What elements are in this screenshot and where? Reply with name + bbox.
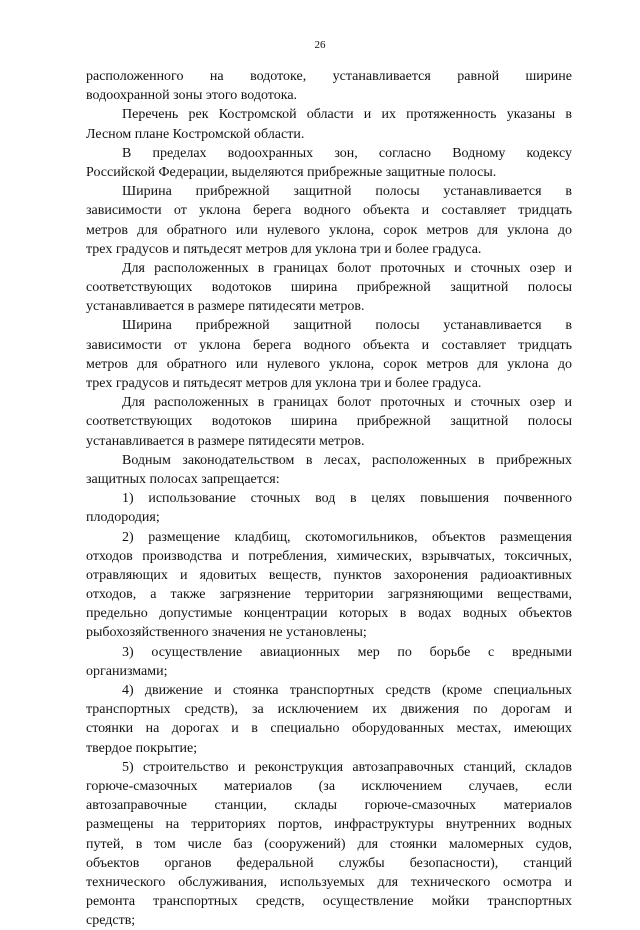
text-line: Перечень рек Костромской области и их протяженность указаны в (122, 107, 572, 123)
page-number: 26 (314, 39, 326, 51)
text-line: стоянки на дорогах и в специально оборудованных местах, имеющих (86, 721, 572, 737)
text-line: отравляющих и ядовитых веществ, пунктов захоронения радиоактивных (86, 567, 572, 583)
list-item-2: 2) размещение кладбищ, скотомогильников, объектов размещения (122, 529, 572, 545)
text-line: отходов, а также загрязнение территории загрязняющими веществами, (86, 587, 572, 603)
text-line: предельно допустимые концентрации которых в водах водных объектов (86, 606, 572, 622)
text-line: твердое покрытие; (86, 740, 198, 756)
text-line: водоохранной зоны этого водотока. (86, 88, 298, 104)
text-line: горюче-смазочных материалов (за исключением случаев, если (86, 778, 572, 794)
text-line: транспортных средств), за исключением их движения по дорогам и (86, 702, 572, 718)
document-body (86, 67, 572, 930)
text-line: защитных полосах запрещается: (86, 471, 280, 487)
text-line: расположенного на водотоке, устанавливается равной ширине (86, 69, 572, 84)
text-line: отходов производства и потребления, химических, взрывчатых, токсичных, (86, 548, 572, 564)
text-line: технического обслуживания, используемых для технического осмотра и (86, 874, 572, 890)
text-line: Российской Федерации, выделяются прибрежные защитные полосы. (86, 164, 497, 180)
text-line: Ширина прибрежной защитной полосы устанавливается в (122, 318, 572, 334)
text-line: метров для обратного или нулевого уклона, сорок метров для уклона до (86, 356, 572, 372)
text-line: Для расположенных в границах болот проточных и сточных озер и (122, 395, 572, 411)
text-line: средств; (86, 913, 136, 929)
text-line: соответствующих водотоков ширина прибрежной защитной полосы (86, 414, 572, 430)
text-line: Водным законодательством в лесах, расположенных в прибрежных (122, 452, 572, 468)
text-line: устанавливается в размере пятидесяти метров. (86, 299, 365, 315)
list-item-5: 5) строительство и реконструкция автозаправочных станций, складов (122, 759, 572, 775)
text-line: автозаправочные станции, склады горюче-смазочных материалов (86, 798, 572, 814)
text-line: Ширина прибрежной защитной полосы устанавливается в (122, 184, 572, 200)
list-item-1: 1) использование сточных вод в целях повышения почвенного (122, 491, 572, 507)
text-line: метров для обратного или нулевого уклона, сорок метров для уклона до (86, 222, 572, 238)
text-line: Лесном плане Костромской области. (86, 126, 305, 142)
text-line: В пределах водоохранных зон, согласно Водному кодексу (122, 145, 572, 161)
text-line: зависимости от уклона берега водного объекта и составляет тридцать (86, 337, 572, 353)
text-line: путей, в том числе баз (сооружений) для стоянки маломерных судов, (86, 836, 572, 852)
text-line: зависимости от уклона берега водного объекта и составляет тридцать (86, 203, 572, 219)
text-line: соответствующих водотоков ширина прибрежной защитной полосы (86, 280, 572, 296)
list-item-3: 3) осуществление авиационных мер по борьбе с вредными (122, 644, 572, 660)
text-line: размещены на территориях портов, инфраструктуры внутренних водных (86, 817, 572, 833)
text-line: организмами; (86, 663, 168, 679)
list-item-4: 4) движение и стоянка транспортных средств (кроме специальных (122, 683, 572, 698)
text-line: устанавливается в размере пятидесяти метров. (86, 433, 365, 449)
text-line: ремонта транспортных средств, осуществление мойки транспортных (86, 894, 572, 910)
text-line: плодородия; (86, 510, 160, 526)
text-line: трех градусов и пятьдесят метров для уклона три и более градуса. (86, 376, 482, 391)
text-line: рыбохозяйственного значения не установлены; (86, 625, 367, 641)
text-line: трех градусов и пятьдесят метров для уклона три и более градуса. (86, 241, 482, 257)
text-line: Для расположенных в границах болот проточных и сточных озер и (122, 260, 572, 276)
text-line: объектов органов федеральной службы безопасности), станций (86, 855, 572, 871)
